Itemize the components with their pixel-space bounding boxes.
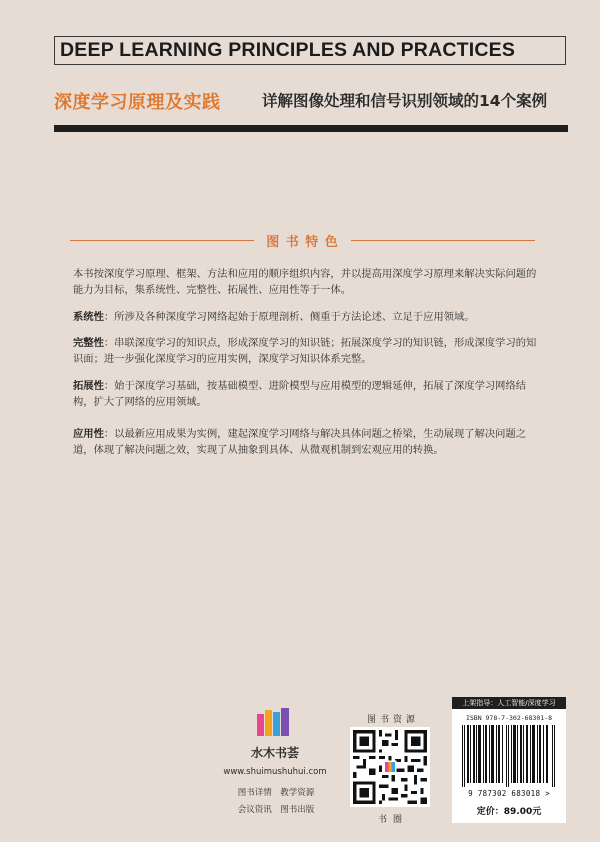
publisher-name: 水木书荟 bbox=[250, 746, 299, 760]
feature-systematic bbox=[73, 309, 541, 325]
publisher-url[interactable]: www.shuimushuhui.com bbox=[223, 767, 327, 777]
feature-completeness bbox=[73, 335, 541, 367]
publisher-links-row-2: 会议资讯 图书出版 bbox=[237, 805, 315, 815]
chinese-subtitle: 详解图像处理和信号识别领域的14个案例 bbox=[262, 92, 548, 110]
chinese-title: 深度学习原理及实践 bbox=[54, 92, 221, 113]
feature-text: ：以最新应用成果为实例，建起深度学习网络与解决具体问题之桥梁，生动展现了解决问题之道，体现了解决问题之效，实现了从抽象到具体、从微观机制到宏观应用的转换。 bbox=[73, 428, 527, 456]
feature-label: 系统性 bbox=[73, 311, 104, 323]
feature-applicability bbox=[73, 426, 541, 458]
feature-label: 拓展性 bbox=[73, 380, 104, 392]
features-heading: 图 书 特 色 bbox=[266, 235, 339, 250]
publisher-logo-icon bbox=[257, 708, 293, 738]
features-rule-left bbox=[70, 240, 254, 241]
barcode-icon bbox=[460, 725, 558, 787]
isbn-number: ISBN 978-7-302-68301-8 bbox=[465, 714, 553, 722]
english-title: DEEP LEARNING PRINCIPLES AND PRACTICES bbox=[60, 39, 516, 61]
feature-label: 完整性 bbox=[73, 337, 104, 349]
feature-text: ：所涉及各种深度学习网络起始于原理剖析、侧重于方法论述、立足于应用领域。 bbox=[103, 311, 475, 323]
price: 定价：89.00元 bbox=[476, 807, 542, 817]
publisher-links-row-1: 图书详情 教学资源 bbox=[237, 788, 315, 798]
qr-caption: 书圈 bbox=[377, 815, 408, 825]
feature-extensibility bbox=[73, 378, 541, 410]
feature-text: ：串联深度学习的知识点，形成深度学习的知识链；拓展深度学习的知识链，形成深度学习的知识面；进一步强化深度学习的应用实例，深度学习知识体系完整。 bbox=[73, 337, 537, 365]
feature-label: 应用性 bbox=[73, 428, 104, 440]
barcode-digits: 9 787302 683018 > bbox=[468, 789, 550, 798]
shelf-guide: 上架指导：人工智能/深度学习 bbox=[452, 697, 566, 709]
header-divider bbox=[54, 125, 568, 132]
feature-text: ：始于深度学习基础，按基础模型、进阶模型与应用模型的逻辑延伸，拓展了深度学习网络结构，扩大了网络的应用领域。 bbox=[73, 380, 527, 408]
features-rule-right bbox=[351, 240, 535, 241]
qr-label: 图书资源 bbox=[366, 715, 419, 725]
intro-paragraph: 本书按深度学习原理、框架、方法和应用的顺序组织内容，并以提高用深度学习原理来解决实际问题的能力为目标，集系统性、完整性、拓展性、应用性等于一体。 bbox=[73, 268, 537, 296]
qr-code-icon[interactable] bbox=[350, 727, 430, 807]
